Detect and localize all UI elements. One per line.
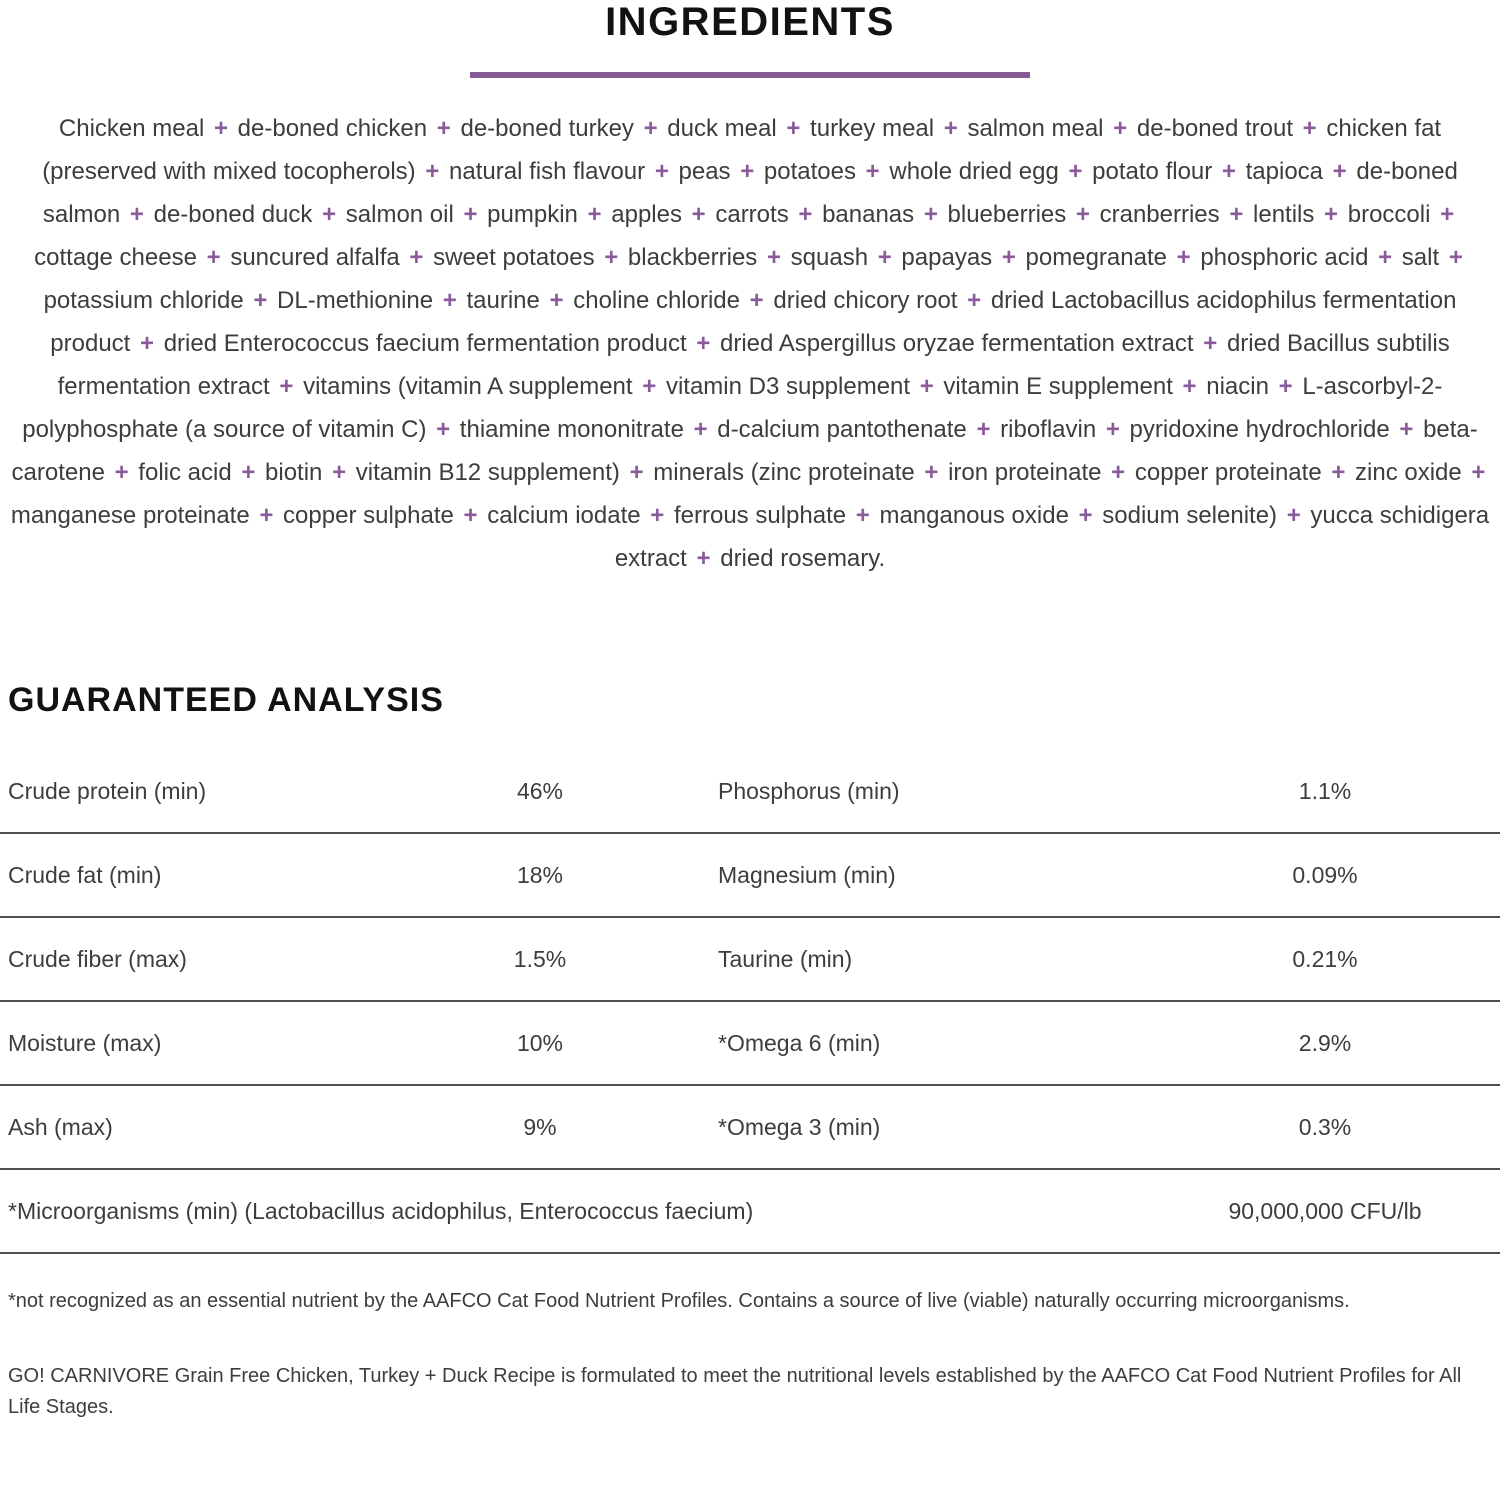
ingredient-item: d-calcium pantothenate	[717, 416, 967, 443]
plus-separator: +	[315, 201, 343, 228]
guaranteed-analysis-table	[0, 750, 1500, 1254]
ingredient-item: potato flour	[1092, 158, 1213, 185]
formulation-footnote: GO! CARNIVORE Grain Free Chicken, Turkey + Duck Recipe is formulated to meet the nutritional levels established by the AAFCO Cat Food Nutrient Profiles for All Life Stages.	[8, 1365, 1462, 1418]
ingredient-item: blackberries	[627, 244, 758, 271]
nutrient-rows	[0, 750, 1500, 1170]
plus-separator: +	[859, 158, 887, 185]
ingredient-item: potatoes	[763, 158, 856, 185]
table-row	[0, 834, 1500, 918]
plus-separator: +	[436, 287, 464, 314]
ingredient-item: choline chloride	[573, 287, 741, 314]
ingredient-item: dried Lactobacillus acidophilus fermentation product	[50, 287, 1457, 357]
ingredient-item: dried Aspergillus oryzae fermentation extract	[720, 330, 1194, 357]
plus-separator: +	[635, 373, 663, 400]
nutrient-label: Magnesium (min)	[718, 861, 896, 888]
ingredient-item: suncured alfalfa	[230, 244, 400, 271]
plus-separator: +	[760, 244, 788, 271]
plus-separator: +	[418, 158, 447, 185]
plus-separator: +	[636, 115, 665, 142]
plus-separator: +	[1175, 373, 1204, 400]
plus-separator: +	[252, 502, 281, 529]
ingredient-item: de-boned trout	[1136, 115, 1293, 142]
nutrient-value: 46%	[516, 777, 564, 804]
microorganisms-value: 90,000,000 CFU/lb	[1228, 1197, 1422, 1224]
plus-separator: +	[133, 330, 161, 357]
ingredient-item: thiamine mononitrate	[459, 416, 684, 443]
plus-separator: +	[402, 244, 431, 271]
plus-separator: +	[1324, 459, 1353, 486]
ingredient-item: tapioca	[1245, 158, 1324, 185]
ingredient-item: squash	[790, 244, 869, 271]
plus-separator: +	[1169, 244, 1198, 271]
ingredient-item: biotin	[265, 459, 323, 486]
ingredient-item: dried Bacillus subtilis fermentation extract	[57, 330, 1450, 400]
plus-separator: +	[1271, 373, 1300, 400]
ingredient-item: duck meal	[667, 115, 777, 142]
ingredient-item: niacin	[1206, 373, 1269, 400]
plus-separator: +	[960, 287, 988, 314]
plus-separator: +	[995, 244, 1023, 271]
ingredient-item: pyridoxine hydrochloride	[1129, 416, 1390, 443]
ingredients-paragraph	[0, 107, 1500, 580]
plus-separator: +	[622, 459, 651, 486]
ingredient-item: de-boned salmon	[42, 158, 1458, 228]
ingredient-item: zinc oxide	[1355, 459, 1462, 486]
ingredient-item: folic acid	[138, 459, 232, 486]
ingredient-item: vitamins (vitamin A supplement	[303, 373, 633, 400]
plus-separator: +	[1099, 416, 1127, 443]
ingredient-item: dried Enterococcus faecium fermentation product	[163, 330, 687, 357]
ingredient-item: minerals (zinc proteinate	[653, 459, 915, 486]
nutrient-value: 1.5%	[513, 945, 567, 972]
ingredient-item: yucca schidigera extract	[614, 502, 1490, 572]
plus-separator: +	[207, 115, 235, 142]
ingredient-item: calcium iodate	[487, 502, 641, 529]
nutrient-label: Crude fiber (max)	[8, 945, 187, 972]
plus-separator: +	[1061, 158, 1090, 185]
ingredient-item: sodium selenite)	[1102, 502, 1278, 529]
plus-separator: +	[1222, 201, 1251, 228]
nutrient-label: Taurine (min)	[718, 945, 853, 972]
ingredient-item: taurine	[466, 287, 540, 314]
plus-separator: +	[430, 115, 458, 142]
ingredient-item: vitamin E supplement	[943, 373, 1173, 400]
guaranteed-analysis-title: GUARANTEED ANALYSIS	[8, 681, 444, 719]
ingredient-item: phosphoric acid	[1200, 244, 1369, 271]
plus-separator: +	[199, 244, 228, 271]
ingredient-item: salmon oil	[345, 201, 454, 228]
plus-separator: +	[542, 287, 571, 314]
plus-separator: +	[686, 416, 715, 443]
table-row	[0, 1002, 1500, 1086]
plus-separator: +	[648, 158, 676, 185]
ingredient-item: blueberries	[947, 201, 1067, 228]
plus-separator: +	[272, 373, 301, 400]
ingredient-item: dried chicory root	[773, 287, 958, 314]
nutrient-value: 0.09%	[1292, 861, 1358, 888]
ingredient-item: iron proteinate	[948, 459, 1102, 486]
plus-separator: +	[429, 416, 457, 443]
microorganisms-label: *Microorganisms (min) (Lactobacillus acidophilus, Enterococcus faecium)	[8, 1197, 754, 1224]
plus-separator: +	[325, 459, 353, 486]
plus-separator: +	[456, 502, 485, 529]
ingredient-item: vitamin D3 supplement	[665, 373, 911, 400]
plus-separator: +	[107, 459, 136, 486]
nutrient-label: Crude protein (min)	[8, 777, 207, 804]
microorganisms-row	[0, 1170, 1500, 1254]
ingredient-item: pomegranate	[1025, 244, 1167, 271]
ingredient-item: bananas	[822, 201, 915, 228]
ingredient-item: vitamin B12 supplement)	[355, 459, 620, 486]
ingredient-item: ferrous sulphate	[673, 502, 847, 529]
nutrient-value: 10%	[516, 1029, 564, 1056]
ingredients-title: INGREDIENTS	[605, 0, 895, 44]
ingredient-item: salt	[1401, 244, 1440, 271]
plus-separator: +	[849, 502, 877, 529]
plus-separator: +	[1196, 330, 1224, 357]
ingredient-item: apples	[611, 201, 682, 228]
ingredient-item: DL-methionine	[277, 287, 434, 314]
plus-separator: +	[456, 201, 485, 228]
table-row	[0, 918, 1500, 1002]
plus-separator: +	[1280, 502, 1308, 529]
plus-separator: +	[1392, 416, 1421, 443]
ingredient-item: copper proteinate	[1134, 459, 1322, 486]
plus-separator: +	[1296, 115, 1324, 142]
ingredient-item: carrots	[715, 201, 789, 228]
ingredient-item: salmon meal	[967, 115, 1104, 142]
ingredient-item: pumpkin	[487, 201, 578, 228]
plus-separator: +	[743, 287, 771, 314]
ingredient-item: turkey meal	[810, 115, 935, 142]
nutrient-label: Phosphorus (min)	[718, 777, 900, 804]
ingredient-item: de-boned chicken	[237, 115, 428, 142]
ingredient-item: cottage cheese	[34, 244, 197, 271]
plus-separator: +	[246, 287, 275, 314]
nutrient-label: *Omega 6 (min)	[718, 1029, 881, 1056]
plus-separator: +	[689, 330, 717, 357]
ingredient-item: manganese proteinate	[10, 502, 250, 529]
plus-separator: +	[234, 459, 263, 486]
ingredient-item: de-boned turkey	[460, 115, 634, 142]
ingredient-item: manganous oxide	[879, 502, 1069, 529]
table-row	[0, 1086, 1500, 1170]
plus-separator: +	[643, 502, 671, 529]
plus-separator: +	[597, 244, 625, 271]
ingredient-item: potassium chloride	[43, 287, 244, 314]
ingredient-item: Chicken meal	[58, 115, 205, 142]
plus-separator: +	[1071, 502, 1100, 529]
nutrient-value: 1.1%	[1298, 777, 1352, 804]
table-row	[0, 750, 1500, 834]
ingredient-item: riboflavin	[1000, 416, 1097, 443]
nutrient-label: Moisture (max)	[8, 1029, 162, 1056]
nutrient-value: 0.21%	[1292, 945, 1358, 972]
plus-separator: +	[1069, 201, 1097, 228]
plus-separator: +	[917, 459, 946, 486]
nutrient-value: 9%	[523, 1113, 557, 1140]
nutrient-label: Ash (max)	[8, 1113, 113, 1140]
plus-separator: +	[791, 201, 820, 228]
plus-separator: +	[733, 158, 761, 185]
ingredient-item: lentils	[1253, 201, 1315, 228]
plus-separator: +	[1106, 115, 1134, 142]
plus-separator: +	[1371, 244, 1399, 271]
plus-separator: +	[969, 416, 998, 443]
plus-separator: +	[684, 201, 713, 228]
plus-separator: +	[871, 244, 899, 271]
plus-separator: +	[937, 115, 965, 142]
plus-separator: +	[1104, 459, 1132, 486]
plus-separator: +	[779, 115, 808, 142]
plus-separator: +	[689, 545, 718, 572]
plus-separator: +	[123, 201, 151, 228]
plus-separator: +	[1442, 244, 1463, 271]
nutrient-value: 2.9%	[1298, 1029, 1352, 1056]
plus-separator: +	[1433, 201, 1455, 228]
nutrient-value: 18%	[516, 861, 564, 888]
nutrient-value: 0.3%	[1298, 1113, 1352, 1140]
ingredient-item: cranberries	[1099, 201, 1220, 228]
plus-separator: +	[913, 373, 941, 400]
ingredient-item: de-boned duck	[153, 201, 313, 228]
plus-separator: +	[1317, 201, 1345, 228]
plus-separator: +	[1326, 158, 1354, 185]
ingredient-item: L-ascorbyl-2-polyphosphate (a source of vitamin C)	[22, 373, 1443, 443]
ingredient-item: broccoli	[1347, 201, 1431, 228]
ingredient-item: dried rosemary.	[720, 545, 886, 572]
aafco-footnote: *not recognized as an essential nutrient by the AAFCO Cat Food Nutrient Profiles. Contains a source of live (viable) naturally occurring microorganisms.	[8, 1290, 1350, 1312]
ingredient-item: whole dried egg	[889, 158, 1059, 185]
ingredient-item: sweet potatoes	[433, 244, 595, 271]
nutrient-label: *Omega 3 (min)	[718, 1113, 881, 1140]
ingredient-item: peas	[678, 158, 731, 185]
ingredient-item: beta-carotene	[11, 416, 1478, 486]
ingredient-item: papayas	[901, 244, 993, 271]
ingredient-item: copper sulphate	[283, 502, 454, 529]
ingredient-item: natural fish flavour	[449, 158, 646, 185]
plus-separator: +	[1215, 158, 1243, 185]
plus-separator: +	[917, 201, 945, 228]
plus-separator: +	[580, 201, 609, 228]
ingredient-item: chicken fat (preserved with mixed tocopherols)	[42, 115, 1442, 185]
title-divider	[470, 72, 1030, 78]
plus-separator: +	[1464, 459, 1486, 486]
nutrient-label: Crude fat (min)	[8, 861, 162, 888]
